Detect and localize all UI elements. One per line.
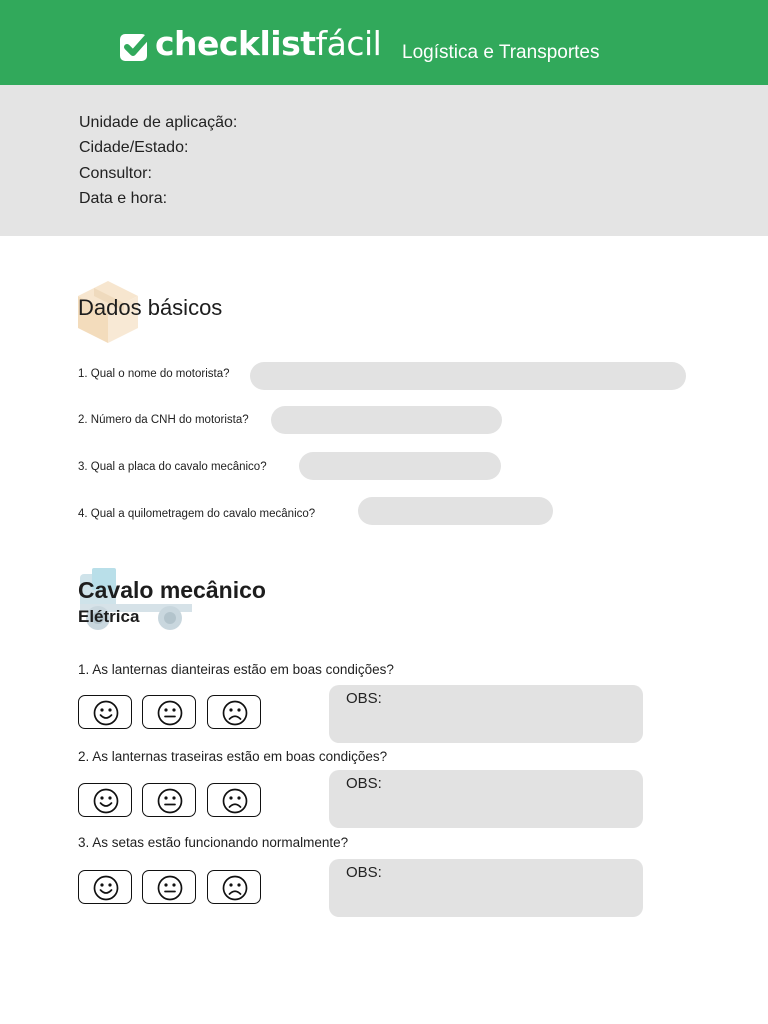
neutral-face-icon	[157, 700, 183, 726]
section-title-truck: Cavalo mecânico	[78, 577, 266, 603]
question-cnh-number: 2. Número da CNH do motorista?	[78, 414, 249, 426]
neutral-face-icon	[157, 788, 183, 814]
obs-label: OBS:	[346, 775, 382, 792]
question-mileage: 4. Qual a quilometragem do cavalo mecânico?	[78, 508, 316, 520]
neutral-face-icon	[157, 875, 183, 901]
obs-field-front-lights[interactable]	[329, 685, 643, 743]
header-bar	[0, 0, 768, 85]
obs-field-turn-signals[interactable]	[329, 859, 643, 917]
sad-face-icon	[222, 788, 248, 814]
obs-label: OBS:	[346, 864, 382, 881]
happy-face-icon	[93, 788, 119, 814]
mileage-field[interactable]	[358, 497, 553, 525]
rating-sad-button[interactable]	[207, 783, 261, 817]
header-subtitle: Logística e Transportes	[402, 42, 600, 63]
unit-label: Unidade de aplicação:	[79, 114, 238, 131]
brand-bold: checklist	[155, 24, 316, 63]
driver-name-field[interactable]	[250, 362, 686, 390]
consultant-label: Consultor:	[79, 165, 152, 182]
city-label: Cidade/Estado:	[79, 139, 189, 156]
question-front-lights: 1. As lanternas dianteiras estão em boas condições?	[78, 662, 394, 677]
obs-field-rear-lights[interactable]	[329, 770, 643, 828]
question-driver-name: 1. Qual o nome do motorista?	[78, 368, 230, 380]
rating-neutral-button[interactable]	[142, 695, 196, 729]
brand-logo	[155, 24, 381, 64]
rating-happy-button[interactable]	[78, 870, 132, 904]
rating-sad-button[interactable]	[207, 870, 261, 904]
datetime-label: Data e hora:	[79, 190, 168, 207]
happy-face-icon	[93, 700, 119, 726]
rating-neutral-button[interactable]	[142, 783, 196, 817]
sad-face-icon	[222, 700, 248, 726]
rating-neutral-button[interactable]	[142, 870, 196, 904]
brand-light: fácil	[315, 24, 382, 63]
sad-face-icon	[222, 875, 248, 901]
question-turn-signals: 3. As setas estão funcionando normalmente?	[78, 835, 349, 850]
check-logo-icon	[119, 31, 151, 62]
cnh-number-field[interactable]	[271, 406, 502, 434]
question-rear-lights: 2. As lanternas traseiras estão em boas condições?	[78, 749, 388, 764]
info-band	[0, 85, 768, 236]
question-plate: 3. Qual a placa do cavalo mecânico?	[78, 461, 267, 473]
section-title-basic: Dados básicos	[78, 295, 223, 320]
subsection-title-electric: Elétrica	[78, 607, 140, 626]
plate-field[interactable]	[299, 452, 501, 480]
rating-sad-button[interactable]	[207, 695, 261, 729]
obs-label: OBS:	[346, 690, 382, 707]
happy-face-icon	[93, 875, 119, 901]
rating-happy-button[interactable]	[78, 695, 132, 729]
rating-happy-button[interactable]	[78, 783, 132, 817]
